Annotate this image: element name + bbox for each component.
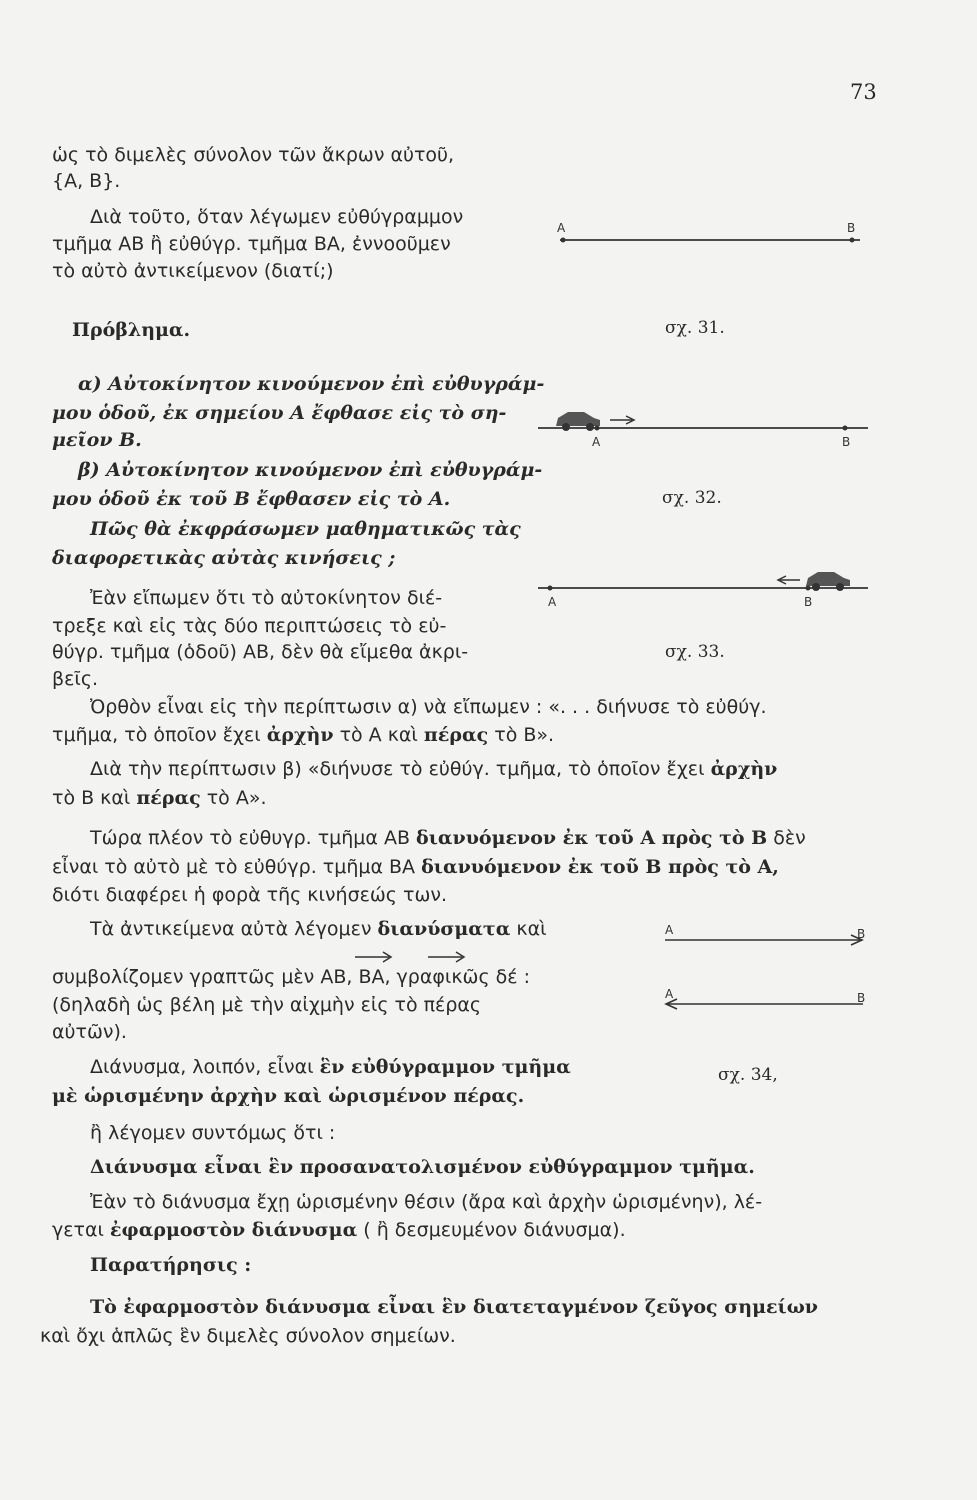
text-line <box>90 757 777 781</box>
figure-32 <box>538 400 878 450</box>
text-span: γεται <box>52 1219 104 1241</box>
text-line: αὐτῶν). <box>52 1021 127 1043</box>
page-number: 73 <box>850 80 877 104</box>
text-span: τὸ Α καὶ <box>339 724 418 746</box>
text-line: ὡς τὸ διμελὲς σύνολον τῶν ἄκρων αὐτοῦ, <box>52 144 455 166</box>
problem-heading: Πρόβλημα. <box>72 319 191 341</box>
figure-31-caption: σχ. 31. <box>665 318 725 338</box>
point-b-label: Β <box>804 595 813 609</box>
emph-peras: πέρας <box>423 724 489 746</box>
text-line: διότι διαφέρει ἡ φορὰ τῆς κινήσεώς των. <box>52 884 448 906</box>
text-line: α) Αὐτοκίνητον κινούμενον ἐπὶ εὐθυγράμ- <box>78 373 545 395</box>
emph-arche: ἀρχὴν <box>710 758 778 780</box>
figure-33-caption: σχ. 33. <box>665 642 725 662</box>
text-line: διαφορετικὰς αὐτὰς κινήσεις ; <box>52 547 396 569</box>
point-a-label: Α <box>665 923 674 937</box>
text-span: δὲν <box>773 827 806 849</box>
text-span: καὶ <box>516 918 547 940</box>
text-line: τμῆμα ΑΒ ἢ εὐθύγρ. τμῆμα ΒΑ, ἐννοοῦμεν <box>52 233 451 255</box>
remark-line: Τὸ ἐφαρμοστὸν διάνυσμα εἶναι ἓν διατεταγμένον ζεῦγος σημείων <box>90 1296 818 1318</box>
text-line <box>90 917 547 941</box>
point-a-label: Α <box>548 595 557 609</box>
text-line: θύγρ. τμῆμα (ὁδοῦ) ΑΒ, δὲν θὰ εἴμεθα ἀκρι- <box>52 641 469 663</box>
text-line <box>90 1055 571 1079</box>
text-line: μου ὁδοῦ ἐκ τοῦ Β ἔφθασεν εἰς τὸ Α. <box>52 488 451 510</box>
text-line: βεῖς. <box>52 668 99 690</box>
figure-34 <box>665 922 875 1012</box>
text-span: τὸ Α». <box>206 787 267 809</box>
emph-peras: πέρας <box>136 787 201 809</box>
emph-direction-ba: διανυόμενον ἐκ τοῦ Β πρὸς τὸ Α, <box>421 856 779 878</box>
emph-segment: ἓν εὐθύγραμμον τμῆμα <box>319 1056 571 1078</box>
point-b-label: Β <box>857 991 866 1005</box>
figure-33 <box>538 566 878 616</box>
point-b-label: Β <box>842 435 851 449</box>
text-line: συμβολίζομεν γραπτῶς μὲν ΑΒ, ΒΑ, γραφικῶς δέ : <box>52 966 530 988</box>
figure-34-caption: σχ. 34, <box>718 1065 778 1085</box>
text-line: τὸ αὐτὸ ἀντικείμενον (διατί;) <box>52 260 334 282</box>
text-span: ( ἢ δεσμευμένον διάνυσμα). <box>363 1219 626 1241</box>
figure-32-caption: σχ. 32. <box>662 488 722 508</box>
definition-line: Διάνυσμα εἶναι ἓν προσανατολισμένον εὐθύγραμμον τμῆμα. <box>90 1156 755 1178</box>
emph-vectors: διανύσματα <box>377 918 511 940</box>
text-span: Τώρα πλέον τὸ εὐθυγρ. τμῆμα ΑΒ <box>90 827 410 849</box>
figure-31 <box>557 220 880 260</box>
text-span: Τὰ ἀντικείμενα αὐτὰ λέγομεν <box>90 918 372 940</box>
text-line: μου ὁδοῦ, ἐκ σημείου Α ἔφθασε εἰς τὸ ση- <box>52 402 507 424</box>
text-span: τὸ Β καὶ <box>52 787 131 809</box>
text-line: Ἐὰν εἴπωμεν ὅτι τὸ αὐτοκίνητον διέ- <box>90 587 443 609</box>
text-span: εἶναι τὸ αὐτὸ μὲ τὸ εὐθύγρ. τμῆμα ΒΑ <box>52 856 416 878</box>
point-a-label: Α <box>592 435 601 449</box>
point-a-label: Α <box>557 221 566 235</box>
text-span: τὸ Β». <box>494 724 555 746</box>
point-a-label: Α <box>665 987 674 1001</box>
text-line: Ἐὰν τὸ διάνυσμα ἔχῃ ὡρισμένην θέσιν (ἄρα καὶ ἀρχὴν ὡρισμένην), λέ- <box>90 1191 763 1213</box>
text-line: ἢ λέγομεν συντόμως ὅτι : <box>90 1122 336 1144</box>
emph-direction-ab: διανυόμενον ἐκ τοῦ Α πρὸς τὸ Β <box>416 827 768 849</box>
text-line: Πῶς θὰ ἐκφράσωμεν μαθηματικῶς τὰς <box>90 518 521 540</box>
point-b-label: Β <box>857 927 866 941</box>
text-line: Διὰ τοῦτο, ὅταν λέγωμεν εὐθύγραμμον <box>90 206 464 228</box>
emph-applied-vector: ἐφαρμοστὸν διάνυσμα <box>109 1219 358 1241</box>
text-span: Διὰ τὴν περίπτωσιν β) «διήνυσε τὸ εὐθύγ. τμῆμα, τὸ ὁποῖον ἔχει <box>90 758 705 780</box>
emph-arche: ἀρχὴν <box>266 724 334 746</box>
text-line <box>52 723 554 747</box>
text-span: Διάνυσμα, λοιπόν, εἶναι <box>90 1056 314 1078</box>
text-line <box>52 1218 626 1242</box>
text-line <box>52 855 779 879</box>
point-b-label: Β <box>847 221 856 235</box>
text-span: τμῆμα, τὸ ὁποῖον ἔχει <box>52 724 261 746</box>
text-line: τρεξε καὶ εἰς τὰς δύο περιπτώσεις τὸ εὐ- <box>52 615 447 637</box>
text-line: καὶ ὄχι ἁπλῶς ἓν διμελὲς σύνολον σημείων. <box>40 1325 456 1347</box>
text-line: μεῖον Β. <box>52 429 142 451</box>
text-line: β) Αὐτοκίνητον κινούμενον ἐπὶ εὐθυγράμ- <box>78 459 543 481</box>
text-line: {Α, Β}. <box>52 170 121 192</box>
text-line <box>90 826 806 850</box>
vector-arrow-marks <box>355 945 455 965</box>
text-line: Ὀρθὸν εἶναι εἰς τὴν περίπτωσιν α) νὰ εἴπωμεν : «. . . διήνυσε τὸ εὐθύγ. <box>90 696 767 718</box>
text-line: (δηλαδὴ ὡς βέλη μὲ τὴν αἰχμὴν εἰς τὸ πέρας <box>52 994 482 1016</box>
text-line <box>52 786 267 810</box>
text-line: μὲ ὡρισμένην ἀρχὴν καὶ ὡρισμένον πέρας. <box>52 1085 525 1107</box>
remark-heading: Παρατήρησις : <box>90 1254 252 1276</box>
